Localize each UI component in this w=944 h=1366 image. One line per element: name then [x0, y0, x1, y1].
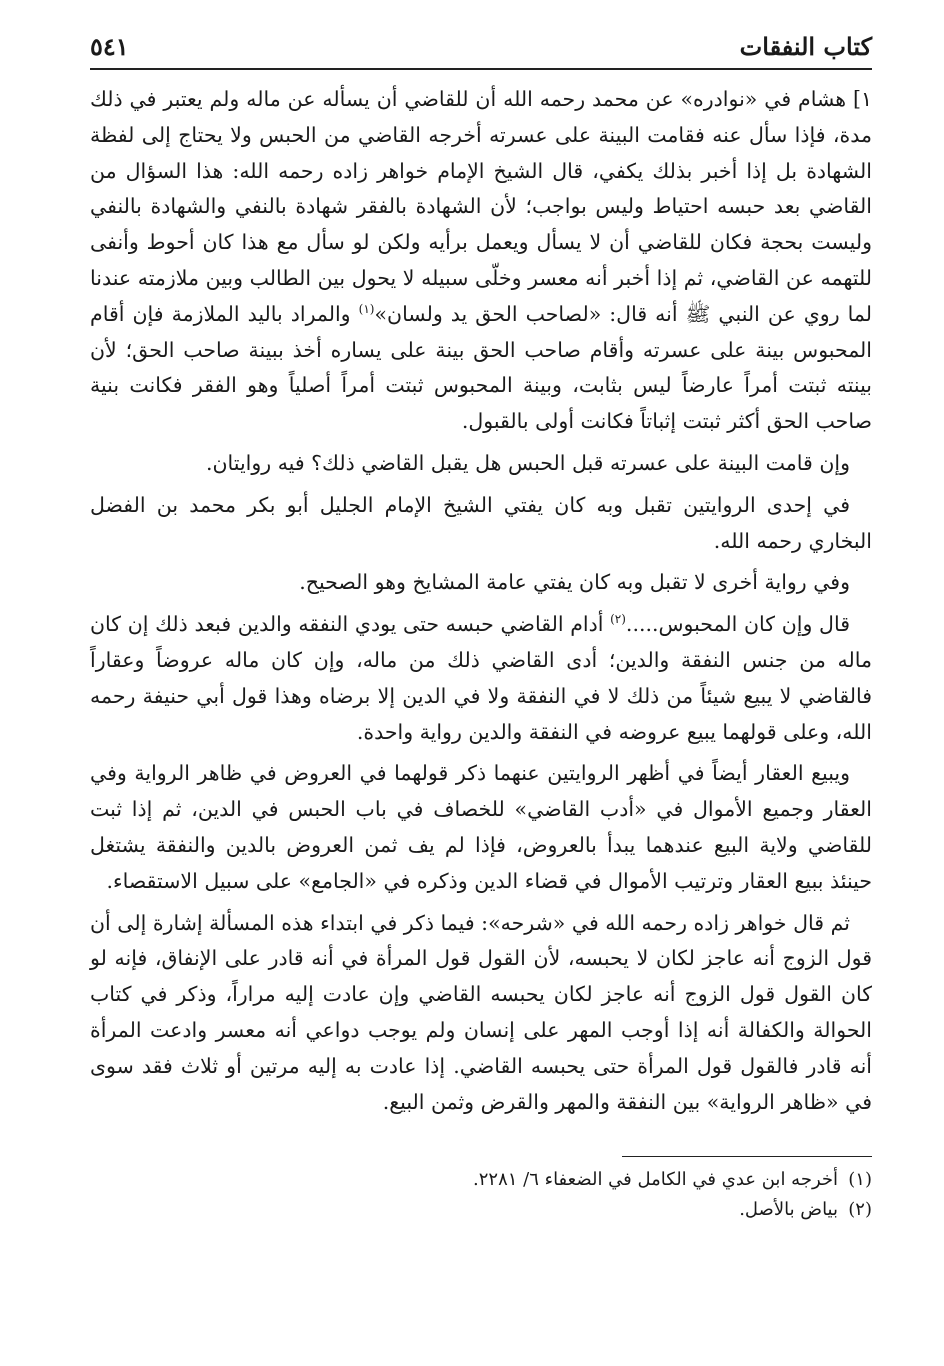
- paragraph-text: وإن قامت البينة على عسرته قبل الحبس هل يقبل القاضي ذلك؟ فيه روايتان.: [205, 450, 850, 475]
- paragraph-text: ثم قال خواهر زاده رحمه الله في «شرحه»: فيما ذكر في ابتداء هذه المسألة إشارة إلى أن قول الزوج أنه عاجز لكان لا يحبسه، لأن القول قول المرأة في أنه قادر على الإنفاق، فإنه لو كان القول قول الزوج أنه عاجز لكان يحبسه القاضي وإن عادت إليه مراراً، وذكر في كتاب الحوالة والكفالة أنه إذا أوجب المهر على إنسان ولم يوجب دواعي أنه معسر وادعت المرأة أنه قادر فالقول قول المرأة حتى يحبسه القاضي. إذا عادت به إليه مرتين أو ثلاث فقد سوى في «ظاهر الرواية» بين النفقة والمهر والقرض وثمن البيع.: [90, 910, 872, 1114]
- footnote-reference: (١): [358, 301, 375, 316]
- book-page: [90, 28, 872, 1348]
- paragraph-text-continued: أدام القاضي حبسه حتى يودي النفقه والدين فبعد ذلك إن كان ماله من جنس النفقة والدين؛ أدى القاضي ذلك من ماله، وإن كان ماله عروضاً وعقاراً فالقاضي لا يبيع شيئاً من ذلك لا في النفقة ولا في الدين إلا برضاه وهذا قول أبي حنيفة رحمه الله، وعلى قولهما يبيع عروضه في النفقة والدين رواية واحدة.: [90, 612, 872, 744]
- footnote: [90, 1195, 872, 1225]
- main-text: [90, 70, 872, 1120]
- footnote: [90, 1165, 872, 1195]
- paragraph-text: ويبيع العقار أيضاً في أظهر الروايتين عنهما ذكر قولهما في العروض في ظاهر الرواية وفي العقار وجميع الأموال في «أدب القاضي» للخصاف في باب الحبس في الدين، ثم إذا ثبت للقاضي ولاية البيع عندهما يبدأ بالعروض، فإذا لم يف ثمن العروض بالدين والنفقة يشتغل حينئذ ببيع العقار وترتيب الأموال في قضاء الدين وذكره في «الجامع» على سبيل الاستقصاء.: [90, 761, 872, 893]
- running-title: كتاب النفقات: [739, 32, 872, 61]
- footnotes: [90, 1165, 872, 1225]
- footnote-reference: (٢): [610, 612, 626, 627]
- footnote-marker: (١): [848, 1169, 872, 1191]
- footnote-separator: [622, 1156, 872, 1157]
- paragraph: [90, 756, 872, 899]
- paragraph: [90, 488, 872, 560]
- paragraph-text: قال وإن كان المحبوس.....: [625, 612, 850, 637]
- paragraph-text: ١] هشام في «نوادره» عن محمد رحمه الله أن للقاضي أن يسأله عن ماله ولم يعتبر في ذلك مدة، فإذا سأل عنه فقامت البينة على عسرته أخرجه القاضي من الحبس ولا يحتاج إلى لفظة الشهادة بل إذا أخبر بذلك يكفي، قال الشيخ الإمام خواهر زاده رحمه الله: هذا السؤال من القاضي بعد حبسه احتياط وليس بواجب؛ لأن الشهادة بالفقر شهادة بالنفي والشهادة بالنفي وليست بحجة فكان للقاضي أن لا يسأل ويعمل برأيه ولكن لو سأل مع هذا كان أحوط وأنفى للتهمه عن القاضي، ثم إذا أخبر أنه معسر وخلّى سبيله لا يحول بين الطالب وبين ملازمته عندنا لما روي عن النبي ﷺ أنه قال: «لصاحب الحق يد ولسان»: [90, 87, 872, 326]
- footnote-marker: (٢): [848, 1199, 872, 1221]
- paragraph: [90, 565, 872, 601]
- paragraph-text-continued: والمراد باليد الملازمة فإن أقام المحبوس بينة على عسرته وأقام صاحب الحق بينة على يساره أخذ ببينة صاحب الحق؛ لأن بينته ثبتت أمراً عارضاً ليس بثابت، وبينة المحبوس ثبتت أمراً أصلياً وهو الفقر فكانت بنية صاحب الحق أكثر ثبتت إثباتاً فكانت أولى بالقبول.: [90, 301, 872, 434]
- footnote-text: بياض بالأصل.: [739, 1199, 838, 1221]
- page-header: [90, 28, 872, 70]
- paragraph: [90, 607, 872, 750]
- paragraph: [90, 446, 872, 482]
- paragraph: [90, 82, 872, 440]
- page-number: ٥٤١: [90, 32, 129, 61]
- paragraph-text: وفي رواية أخرى لا تقبل وبه كان يفتي عامة المشايخ وهو الصحيح.: [299, 570, 850, 595]
- paragraph-text: في إحدى الروايتين تقبل وبه كان يفتي الشيخ الإمام الجليل أبو بكر محمد بن الفضل البخاري رحمه الله.: [90, 492, 872, 553]
- paragraph: [90, 906, 872, 1121]
- footnote-text: أخرجه ابن عدي في الكامل في الضعفاء ٦/ ٢٢٨١.: [473, 1169, 838, 1191]
